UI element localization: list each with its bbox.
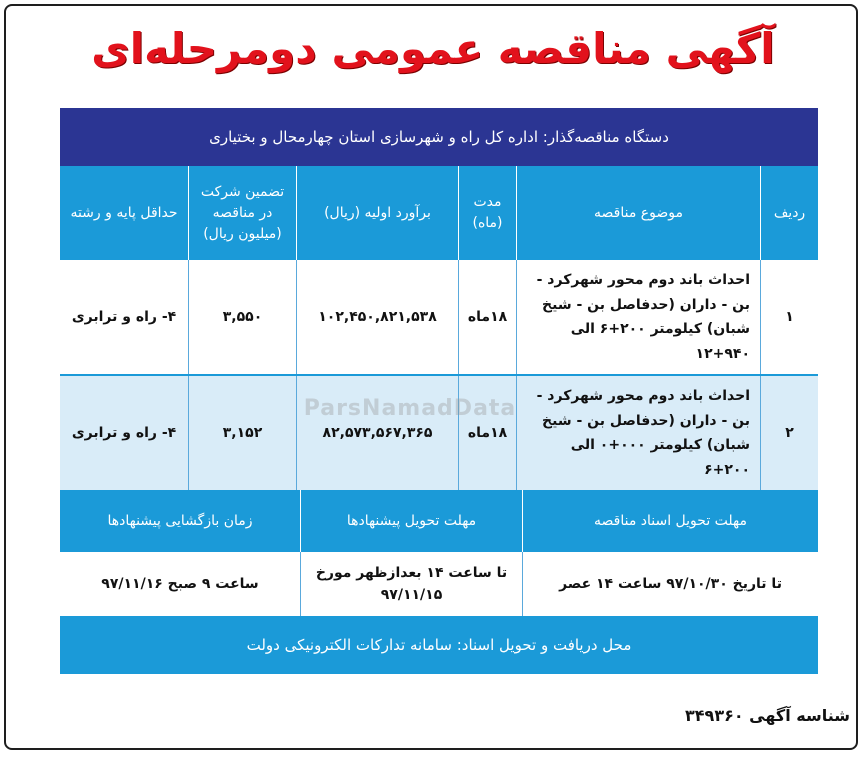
- header-guarantee: تضمین شرکت در مناقصه (میلیون ریال): [188, 166, 296, 260]
- ad-id: شناسه آگهی ۳۴۹۳۶۰: [685, 706, 850, 725]
- table-row: [60, 376, 818, 490]
- bids-deadline-value: تا ساعت ۱۴ بعدازظهر مورخ ۹۷/۱۱/۱۵: [300, 552, 522, 616]
- row-index: ۱: [760, 260, 818, 374]
- delivery-place: محل دریافت و تحویل اسناد: سامانه تدارکات الکترونیکی دولت: [60, 616, 818, 674]
- table-header: [60, 166, 818, 260]
- watermark: ParsNamadData: [303, 396, 517, 421]
- issuer-banner: دستگاه مناقصه‌گذار: اداره کل راه و شهرسازی استان چهارمحال و بختیاری: [60, 108, 818, 166]
- row-duration: ۱۸ماه: [458, 376, 516, 490]
- table-row: [60, 260, 818, 374]
- opening-time-label: زمان بازگشایی پیشنهادها: [107, 512, 253, 529]
- row-grade: ۴- راه و ترابری: [71, 424, 177, 441]
- row-grade: ۴- راه و ترابری: [71, 308, 177, 325]
- header-index: ردیف: [760, 166, 818, 260]
- docs-deadline-label: مهلت تحویل اسناد مناقصه: [522, 490, 818, 552]
- row-estimate: ۸۲,۵۷۳,۵۶۷,۳۶۵: [296, 376, 458, 490]
- row-guarantee: ۳,۱۵۲: [188, 376, 296, 490]
- deadlines-header: [60, 490, 818, 552]
- docs-deadline-value: تا تاریخ ۹۷/۱۰/۳۰ ساعت ۱۴ عصر: [522, 552, 818, 616]
- opening-time-value: ساعت ۹ صبح ۹۷/۱۱/۱۶: [101, 575, 259, 592]
- deadlines-values: [60, 552, 818, 616]
- row-duration: ۱۸ماه: [458, 260, 516, 374]
- bids-deadline-label: مهلت تحویل پیشنهادها: [300, 490, 522, 552]
- row-guarantee: ۳,۵۵۰: [188, 260, 296, 374]
- header-estimate: برآورد اولیه (ریال): [296, 166, 458, 260]
- header-grade: حداقل پایه و رشته: [70, 204, 178, 221]
- row-subject: احداث باند دوم محور شهرکرد - بن - داران (حدفاصل بن - شیخ شبان) کیلومتر ۰۰۰+۰ الی ۲۰۰+۶: [516, 376, 760, 490]
- header-duration: مدت (ماه): [458, 166, 516, 260]
- tender-table: [60, 108, 818, 674]
- row-estimate: ۱۰۲,۴۵۰,۸۲۱,۵۳۸: [296, 260, 458, 374]
- header-subject: موضوع مناقصه: [516, 166, 760, 260]
- row-index: ۲: [760, 376, 818, 490]
- notice-title: آگهی مناقصه عمومی دومرحله‌ای: [91, 24, 775, 73]
- row-subject: احداث باند دوم محور شهرکرد - بن - داران (حدفاصل بن - شیخ شبان) کیلومتر ۲۰۰+۶ الی ۹۴۰+۱۲: [516, 260, 760, 374]
